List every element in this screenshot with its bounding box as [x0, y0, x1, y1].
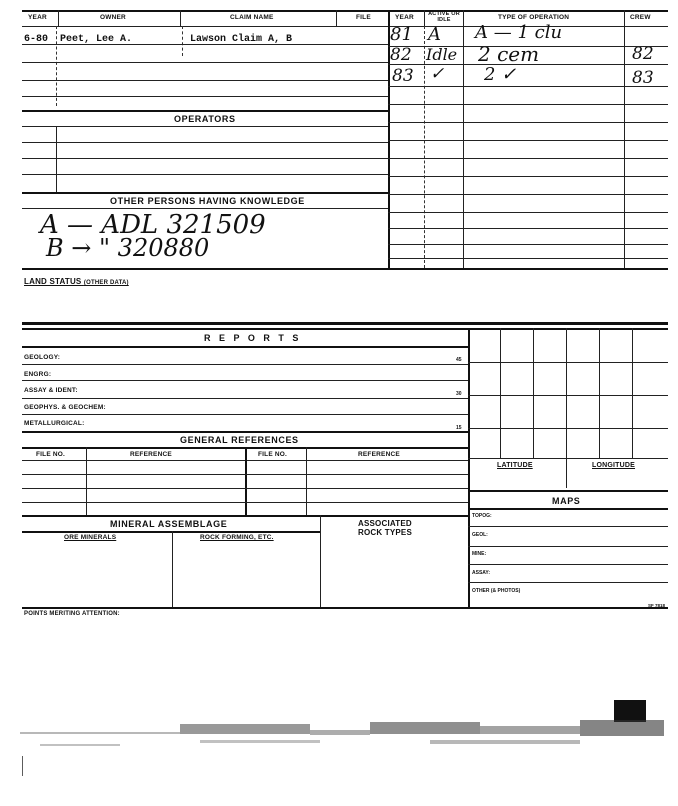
top-border — [22, 10, 668, 12]
report-assay-num: 30 — [456, 391, 462, 397]
land-status-sub: (OTHER DATA) — [83, 280, 129, 286]
other-persons-title: OTHER PERSONS HAVING KNOWLEDGE — [110, 196, 305, 206]
owner-name: Peet, Lee A. — [60, 34, 133, 45]
divider — [388, 104, 668, 105]
divider — [388, 244, 668, 245]
divider — [468, 362, 668, 363]
divider — [599, 328, 600, 458]
divider — [22, 62, 388, 63]
divider — [388, 64, 668, 65]
land-status-label — [24, 277, 129, 286]
col-owner-label: OWNER — [100, 14, 126, 21]
divider — [180, 10, 181, 26]
col-claim-name-label: CLAIM NAME — [230, 14, 274, 21]
land-status-main: LAND STATUS — [24, 277, 82, 286]
divider — [22, 142, 388, 143]
scan-noise-band — [0, 700, 678, 780]
report-geophys-label: GEOPHYS. & GEOCHEM: — [24, 404, 106, 411]
divider — [22, 44, 388, 45]
op-row-3-type: 2 ✓ — [484, 64, 517, 85]
col-active-idle-label: ACTIVE OR IDLE — [428, 11, 460, 23]
divider — [468, 546, 668, 547]
col-type-operation-label: TYPE OF OPERATION — [498, 14, 570, 21]
divider — [245, 447, 247, 515]
divider — [22, 488, 468, 489]
col-crew-label: CREW — [630, 14, 651, 21]
report-engrg-label: ENGRG: — [24, 371, 52, 378]
maps-title: MAPS — [552, 496, 581, 506]
divider — [22, 398, 468, 399]
divider — [22, 268, 668, 270]
associated-label: ASSOCIATED — [358, 519, 412, 528]
divider — [388, 158, 668, 159]
header-bottom-line — [22, 26, 668, 27]
maps-other-label: OTHER (& PHOTOS) — [472, 588, 521, 594]
report-geology-num: 45 — [456, 357, 462, 363]
divider — [468, 526, 668, 527]
report-geology-label: GEOLOGY: — [24, 354, 61, 361]
divider — [468, 508, 668, 510]
divider — [56, 26, 57, 106]
divider — [86, 447, 87, 515]
ref-col-reference: REFERENCE — [130, 451, 172, 458]
divider — [58, 10, 59, 26]
owner-year: 6-80 — [24, 34, 49, 45]
divider — [22, 346, 468, 348]
general-references-title: GENERAL REFERENCES — [180, 435, 299, 445]
divider — [56, 126, 57, 192]
divider — [424, 10, 425, 26]
divider — [22, 607, 668, 609]
maps-geol-label: GEOL: — [472, 532, 488, 538]
ref-col-file-no-2: FILE NO. — [258, 451, 288, 458]
divider — [388, 228, 668, 229]
mineral-assemblage-title: MINERAL ASSEMBLAGE — [110, 519, 228, 529]
op-row-3-year: 83 — [392, 66, 414, 86]
divider — [468, 395, 668, 396]
divider — [22, 431, 468, 433]
divider — [533, 328, 534, 458]
divider — [22, 126, 388, 127]
other-person-note-a: A — ADL 321509 — [40, 210, 266, 240]
op-row-1-active: A — [428, 24, 441, 45]
rock-types-label: ROCK TYPES — [358, 528, 413, 537]
maps-topog-label: TOPOG: — [472, 513, 492, 519]
rock-forming-label: ROCK FORMING, ETC. — [200, 534, 274, 541]
divider — [22, 96, 388, 97]
divider — [22, 364, 468, 365]
divider — [468, 458, 668, 459]
divider — [22, 158, 388, 159]
divider — [22, 80, 388, 81]
divider — [22, 110, 388, 112]
op-row-2-crew: 82 — [632, 44, 654, 64]
col-year2-label: YEAR — [395, 14, 414, 21]
divider — [566, 328, 567, 488]
divider — [22, 474, 468, 475]
report-metallurgical-num: 15 — [456, 425, 462, 431]
divider — [388, 176, 668, 177]
divider — [463, 10, 464, 268]
divider — [388, 122, 668, 123]
divider — [468, 490, 668, 492]
col-year-label: YEAR — [28, 14, 47, 21]
divider — [424, 26, 425, 268]
op-row-1-type: A — 1 clu — [475, 22, 563, 43]
form-number: SF 7818 — [648, 603, 666, 608]
scan-speckles — [20, 720, 664, 776]
operators-title: OPERATORS — [174, 114, 236, 124]
divider — [468, 428, 668, 429]
op-row-2-year: 82 — [390, 45, 412, 65]
divider — [22, 328, 668, 330]
divider — [468, 564, 668, 565]
scan-dark-block — [614, 700, 646, 722]
op-row-3-active: ✓ — [430, 64, 445, 84]
op-row-2-active: Idle — [426, 45, 458, 64]
maps-mine-label: MINE: — [472, 551, 487, 557]
report-metallurgical-label: METALLURGICAL: — [24, 420, 85, 427]
divider — [336, 10, 337, 26]
ore-minerals-label: ORE MINERALS — [64, 534, 117, 541]
divider — [388, 46, 668, 47]
op-row-2-type: 2 cem — [478, 42, 540, 66]
ref-col-reference-2: REFERENCE — [358, 451, 400, 458]
divider — [22, 174, 388, 175]
divider — [388, 140, 668, 141]
divider — [388, 258, 668, 259]
divider — [468, 582, 668, 583]
claim-name: Lawson Claim A, B — [190, 34, 293, 45]
divider — [22, 502, 468, 503]
divider — [468, 328, 470, 608]
divider — [172, 531, 173, 607]
points-meriting-label: POINTS MERITING ATTENTION: — [24, 611, 120, 617]
divider — [632, 328, 633, 458]
maps-assay-label: ASSAY: — [472, 570, 491, 576]
divider — [388, 86, 668, 87]
divider — [624, 10, 625, 268]
longitude-label: LONGITUDE — [592, 462, 636, 469]
divider — [22, 531, 320, 533]
divider — [22, 515, 468, 517]
divider — [320, 515, 321, 607]
divider — [182, 26, 183, 56]
ref-col-file-no: FILE NO. — [36, 451, 66, 458]
other-person-note-b: B → " 320880 — [46, 234, 210, 262]
report-assay-label: ASSAY & IDENT: — [24, 387, 78, 394]
divider — [22, 208, 388, 209]
reports-title: R E P O R T S — [204, 333, 302, 343]
divider — [22, 192, 388, 194]
divider — [22, 380, 468, 381]
divider — [388, 194, 668, 195]
reports-top-border — [22, 322, 668, 325]
divider — [306, 447, 307, 515]
divider — [388, 212, 668, 213]
divider — [22, 414, 468, 415]
op-row-3-crew: 83 — [632, 68, 654, 88]
col-file-label: FILE — [356, 14, 371, 21]
latitude-label: LATITUDE — [497, 462, 533, 469]
divider — [500, 328, 501, 458]
op-row-1-year: 81 — [390, 24, 413, 45]
